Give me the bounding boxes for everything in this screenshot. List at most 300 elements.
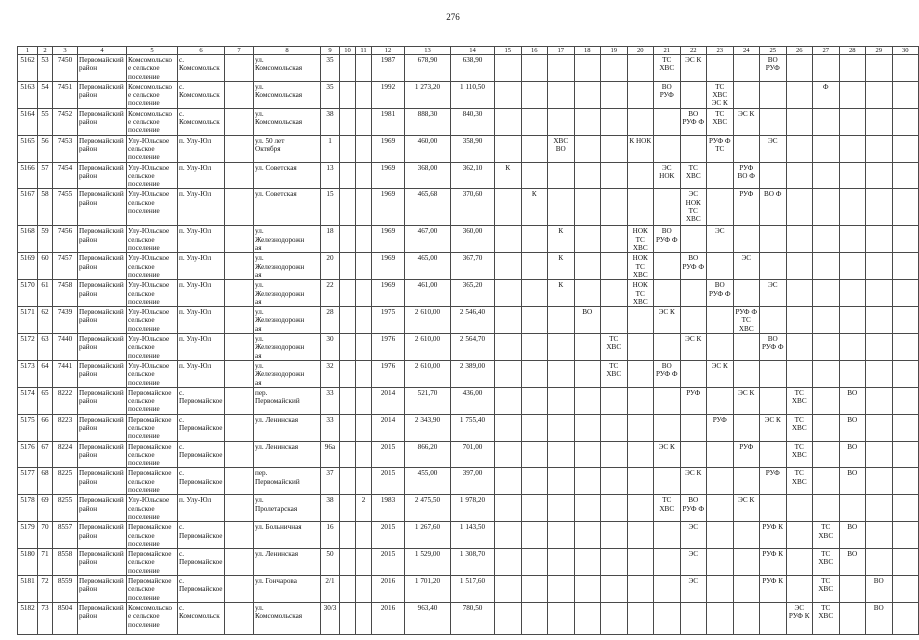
cell-col-14: 358,90 (451, 135, 495, 162)
cell-col-15 (495, 135, 522, 162)
cell-col-8: пер. Первомайский (254, 387, 321, 414)
cell-col-22 (680, 441, 707, 468)
cell-col-11 (356, 55, 372, 82)
cell-col-12: 2015 (372, 522, 405, 549)
cell-col-20 (627, 468, 654, 495)
cell-col-24 (733, 360, 760, 387)
cell-col-20 (627, 55, 654, 82)
cell-col-3: 7441 (53, 360, 78, 387)
cell-col-21: ТС ХВС (654, 495, 681, 522)
table-body (18, 55, 919, 635)
cell-col-9: 30 (321, 334, 340, 361)
cell-col-5: Первомайское сельское поселение (127, 576, 178, 603)
cell-col-9: 33 (321, 414, 340, 441)
cell-col-3: 8557 (53, 522, 78, 549)
cell-col-16 (521, 468, 548, 495)
cell-col-2: 58 (38, 189, 53, 226)
cell-col-4: Первомайский район (78, 414, 127, 441)
cell-col-5: Улу-Юльское сельское поселение (127, 280, 178, 307)
cell-col-4: Первомайский район (78, 360, 127, 387)
cell-col-23 (707, 307, 734, 334)
cell-col-30 (892, 307, 919, 334)
cell-col-8: ул. Ленинская (254, 549, 321, 576)
cell-col-3: 8223 (53, 414, 78, 441)
cell-col-7 (225, 55, 254, 82)
cell-col-21 (654, 414, 681, 441)
cell-col-19 (601, 441, 628, 468)
cell-col-1: 5163 (18, 81, 38, 108)
cell-col-6: с. Первомайское (178, 441, 225, 468)
cell-col-10 (340, 307, 356, 334)
cell-col-12: 1975 (372, 307, 405, 334)
cell-col-18 (574, 108, 601, 135)
cell-col-26 (786, 55, 813, 82)
cell-col-14: 397,00 (451, 468, 495, 495)
cell-col-3: 7458 (53, 280, 78, 307)
cell-col-8: ул. Железнодорожная (254, 280, 321, 307)
cell-col-9: 22 (321, 280, 340, 307)
cell-col-23 (707, 522, 734, 549)
cell-col-23 (707, 441, 734, 468)
cell-col-8: ул. Комсомольская (254, 81, 321, 108)
cell-col-22: ЭС К (680, 468, 707, 495)
cell-col-14: 365,20 (451, 280, 495, 307)
cell-col-19 (601, 522, 628, 549)
cell-col-11 (356, 307, 372, 334)
cell-col-4: Первомайский район (78, 189, 127, 226)
cell-col-5: Улу-Юльское сельское поселение (127, 189, 178, 226)
cell-col-6: с. Первомайское (178, 549, 225, 576)
cell-col-25 (760, 360, 787, 387)
cell-col-22: ЭС (680, 522, 707, 549)
cell-col-21: ЭС К (654, 307, 681, 334)
cell-col-24 (733, 334, 760, 361)
cell-col-13: 521,70 (405, 387, 451, 414)
cell-col-10 (340, 55, 356, 82)
cell-col-20 (627, 495, 654, 522)
table-row (18, 334, 919, 361)
column-header-25: 25 (760, 47, 787, 55)
cell-col-22 (680, 81, 707, 108)
cell-col-26 (786, 522, 813, 549)
cell-col-21 (654, 576, 681, 603)
cell-col-18 (574, 522, 601, 549)
cell-col-9: 2/1 (321, 576, 340, 603)
cell-col-19: ТС ХВС (601, 334, 628, 361)
cell-col-10 (340, 441, 356, 468)
cell-col-19 (601, 602, 628, 634)
cell-col-7 (225, 387, 254, 414)
cell-col-19 (601, 253, 628, 280)
cell-col-21: ВО РУФ Ф (654, 360, 681, 387)
cell-col-4: Первомайский район (78, 468, 127, 495)
cell-col-13: 1 701,20 (405, 576, 451, 603)
cell-col-6: п. Улу-Юл (178, 162, 225, 189)
cell-col-11 (356, 162, 372, 189)
cell-col-23: РУФ (707, 414, 734, 441)
column-header-20: 20 (627, 47, 654, 55)
cell-col-2: 59 (38, 226, 53, 253)
column-header-7: 7 (225, 47, 254, 55)
cell-col-17 (548, 602, 575, 634)
cell-col-7 (225, 414, 254, 441)
cell-col-16 (521, 441, 548, 468)
column-header-13: 13 (405, 47, 451, 55)
cell-col-25: ЭС (760, 280, 787, 307)
cell-col-26 (786, 307, 813, 334)
cell-col-15: К (495, 162, 522, 189)
cell-col-17 (548, 522, 575, 549)
cell-col-26: ТС ХВС (786, 468, 813, 495)
cell-col-22: ВО РУФ Ф (680, 495, 707, 522)
cell-col-3: 7450 (53, 55, 78, 82)
cell-col-20 (627, 108, 654, 135)
cell-col-13: 2 475,50 (405, 495, 451, 522)
cell-col-17 (548, 189, 575, 226)
cell-col-3: 7451 (53, 81, 78, 108)
cell-col-14: 2 389,00 (451, 360, 495, 387)
cell-col-21 (654, 334, 681, 361)
cell-col-20 (627, 602, 654, 634)
cell-col-15 (495, 468, 522, 495)
cell-col-18: ВО (574, 307, 601, 334)
cell-col-12: 1992 (372, 81, 405, 108)
cell-col-14: 370,60 (451, 189, 495, 226)
cell-col-11 (356, 108, 372, 135)
cell-col-22: РУФ (680, 387, 707, 414)
cell-col-21: ВО РУФ Ф (654, 226, 681, 253)
table-row (18, 495, 919, 522)
cell-col-16 (521, 414, 548, 441)
cell-col-17 (548, 495, 575, 522)
cell-col-15 (495, 226, 522, 253)
cell-col-5: Первомайское сельское поселение (127, 468, 178, 495)
cell-col-22 (680, 307, 707, 334)
cell-col-6: п. Улу-Юл (178, 135, 225, 162)
table-row (18, 360, 919, 387)
cell-col-1: 5173 (18, 360, 38, 387)
cell-col-24 (733, 602, 760, 634)
cell-col-18 (574, 602, 601, 634)
cell-col-15 (495, 602, 522, 634)
cell-col-16 (521, 549, 548, 576)
cell-col-25 (760, 387, 787, 414)
cell-col-30 (892, 253, 919, 280)
cell-col-11 (356, 81, 372, 108)
cell-col-20: К НОК (627, 135, 654, 162)
cell-col-27 (813, 441, 840, 468)
cell-col-10 (340, 602, 356, 634)
cell-col-17: К (548, 280, 575, 307)
cell-col-4: Первомайский район (78, 135, 127, 162)
cell-col-29 (866, 280, 893, 307)
cell-col-20 (627, 162, 654, 189)
cell-col-11 (356, 387, 372, 414)
cell-col-17 (548, 307, 575, 334)
cell-col-12: 2015 (372, 549, 405, 576)
cell-col-25: ВО Ф (760, 189, 787, 226)
cell-col-9: 38 (321, 108, 340, 135)
cell-col-11 (356, 522, 372, 549)
cell-col-13: 2 610,00 (405, 307, 451, 334)
cell-col-20 (627, 549, 654, 576)
cell-col-17 (548, 360, 575, 387)
cell-col-26 (786, 576, 813, 603)
cell-col-15 (495, 280, 522, 307)
cell-col-16 (521, 81, 548, 108)
cell-col-8: ул. Железнодорожная (254, 253, 321, 280)
cell-col-3: 8255 (53, 495, 78, 522)
cell-col-24 (733, 576, 760, 603)
cell-col-27 (813, 414, 840, 441)
cell-col-20 (627, 307, 654, 334)
cell-col-8: ул. Ленинская (254, 414, 321, 441)
cell-col-16 (521, 334, 548, 361)
cell-col-29 (866, 189, 893, 226)
cell-col-19 (601, 135, 628, 162)
cell-col-18 (574, 162, 601, 189)
cell-col-9: 32 (321, 360, 340, 387)
cell-col-13: 2 610,00 (405, 360, 451, 387)
cell-col-18 (574, 253, 601, 280)
cell-col-8: ул. Советская (254, 189, 321, 226)
cell-col-4: Первомайский район (78, 307, 127, 334)
cell-col-25 (760, 602, 787, 634)
cell-col-19 (601, 226, 628, 253)
cell-col-11 (356, 253, 372, 280)
cell-col-8: ул. Советская (254, 162, 321, 189)
cell-col-13: 2 610,00 (405, 334, 451, 361)
cell-col-1: 5165 (18, 135, 38, 162)
cell-col-20: НОК ТС ХВС (627, 253, 654, 280)
cell-col-23 (707, 162, 734, 189)
cell-col-19 (601, 549, 628, 576)
cell-col-22 (680, 414, 707, 441)
cell-col-23 (707, 495, 734, 522)
cell-col-11 (356, 441, 372, 468)
cell-col-2: 69 (38, 495, 53, 522)
cell-col-5: Первомайское сельское поселение (127, 414, 178, 441)
cell-col-19 (601, 495, 628, 522)
cell-col-8: ул. Ленинская (254, 441, 321, 468)
cell-col-21 (654, 468, 681, 495)
cell-col-6: с. Первомайское (178, 576, 225, 603)
cell-col-1: 5182 (18, 602, 38, 634)
cell-col-21 (654, 602, 681, 634)
cell-col-1: 5178 (18, 495, 38, 522)
column-header-24: 24 (733, 47, 760, 55)
cell-col-27 (813, 55, 840, 82)
cell-col-2: 72 (38, 576, 53, 603)
cell-col-10 (340, 522, 356, 549)
cell-col-13: 866,20 (405, 441, 451, 468)
cell-col-3: 8222 (53, 387, 78, 414)
cell-col-20 (627, 441, 654, 468)
cell-col-20 (627, 334, 654, 361)
cell-col-12: 2015 (372, 441, 405, 468)
column-header-15: 15 (495, 47, 522, 55)
cell-col-23: ТС ХВС (707, 108, 734, 135)
cell-col-14: 1 517,60 (451, 576, 495, 603)
cell-col-8: ул. Железнодорожная (254, 226, 321, 253)
cell-col-28: ВО (839, 441, 866, 468)
cell-col-27 (813, 108, 840, 135)
cell-col-6: с. Комсомольск (178, 108, 225, 135)
cell-col-30 (892, 602, 919, 634)
cell-col-23 (707, 387, 734, 414)
cell-col-6: с. Первомайское (178, 414, 225, 441)
cell-col-24: ЭС К (733, 387, 760, 414)
cell-col-19 (601, 55, 628, 82)
cell-col-15 (495, 441, 522, 468)
cell-col-29 (866, 135, 893, 162)
cell-col-13: 888,30 (405, 108, 451, 135)
cell-col-3: 8559 (53, 576, 78, 603)
cell-col-29 (866, 81, 893, 108)
cell-col-12: 1969 (372, 189, 405, 226)
cell-col-2: 54 (38, 81, 53, 108)
table-row (18, 602, 919, 634)
cell-col-24 (733, 522, 760, 549)
column-header-10: 10 (340, 47, 356, 55)
column-header-17: 17 (548, 47, 575, 55)
cell-col-14: 1 978,20 (451, 495, 495, 522)
cell-col-28 (839, 189, 866, 226)
cell-col-6: п. Улу-Юл (178, 280, 225, 307)
cell-col-29 (866, 162, 893, 189)
cell-col-4: Первомайский район (78, 253, 127, 280)
cell-col-18 (574, 135, 601, 162)
cell-col-30 (892, 226, 919, 253)
cell-col-26 (786, 81, 813, 108)
cell-col-5: Улу-Юльское сельское поселение (127, 162, 178, 189)
cell-col-28: ВО (839, 522, 866, 549)
cell-col-30 (892, 108, 919, 135)
cell-col-13: 467,00 (405, 226, 451, 253)
table-row (18, 468, 919, 495)
cell-col-23: ТС ХВС ЭС К (707, 81, 734, 108)
cell-col-19 (601, 387, 628, 414)
cell-col-6: п. Улу-Юл (178, 360, 225, 387)
column-header-28: 28 (839, 47, 866, 55)
cell-col-2: 66 (38, 414, 53, 441)
cell-col-10 (340, 108, 356, 135)
column-header-12: 12 (372, 47, 405, 55)
cell-col-30 (892, 55, 919, 82)
table-row (18, 441, 919, 468)
cell-col-10 (340, 360, 356, 387)
cell-col-23 (707, 253, 734, 280)
cell-col-17 (548, 108, 575, 135)
cell-col-4: Первомайский район (78, 522, 127, 549)
cell-col-15 (495, 360, 522, 387)
cell-col-29 (866, 522, 893, 549)
cell-col-15 (495, 55, 522, 82)
cell-col-3: 7455 (53, 189, 78, 226)
cell-col-27: Ф (813, 81, 840, 108)
cell-col-17 (548, 81, 575, 108)
cell-col-16 (521, 602, 548, 634)
column-header-21: 21 (654, 47, 681, 55)
cell-col-20 (627, 81, 654, 108)
cell-col-18 (574, 549, 601, 576)
cell-col-26 (786, 135, 813, 162)
cell-col-17 (548, 334, 575, 361)
cell-col-20 (627, 414, 654, 441)
cell-col-1: 5179 (18, 522, 38, 549)
cell-col-3: 8225 (53, 468, 78, 495)
cell-col-24 (733, 280, 760, 307)
cell-col-24: РУФ (733, 441, 760, 468)
cell-col-27 (813, 135, 840, 162)
cell-col-9: 20 (321, 253, 340, 280)
cell-col-10 (340, 162, 356, 189)
cell-col-1: 5169 (18, 253, 38, 280)
cell-col-11 (356, 602, 372, 634)
cell-col-12: 1969 (372, 135, 405, 162)
column-header-8: 8 (254, 47, 321, 55)
cell-col-5: Первомайское сельское поселение (127, 441, 178, 468)
cell-col-18 (574, 360, 601, 387)
cell-col-19 (601, 414, 628, 441)
cell-col-4: Первомайский район (78, 280, 127, 307)
cell-col-19 (601, 108, 628, 135)
cell-col-30 (892, 334, 919, 361)
table-row (18, 522, 919, 549)
cell-col-15 (495, 576, 522, 603)
cell-col-22: ЭС (680, 549, 707, 576)
cell-col-20 (627, 189, 654, 226)
cell-col-10 (340, 253, 356, 280)
cell-col-5: Улу-Юльское сельское поселение (127, 135, 178, 162)
cell-col-4: Первомайский район (78, 387, 127, 414)
cell-col-26 (786, 280, 813, 307)
cell-col-11: 2 (356, 495, 372, 522)
cell-col-6: п. Улу-Юл (178, 334, 225, 361)
cell-col-1: 5177 (18, 468, 38, 495)
cell-col-28 (839, 81, 866, 108)
cell-col-28 (839, 226, 866, 253)
cell-col-29 (866, 226, 893, 253)
cell-col-12: 1987 (372, 55, 405, 82)
cell-col-19 (601, 576, 628, 603)
cell-col-26: ТС ХВС (786, 387, 813, 414)
cell-col-8: ул. 50 лет Октября (254, 135, 321, 162)
cell-col-4: Первомайский район (78, 602, 127, 634)
table-row (18, 189, 919, 226)
cell-col-9: 38 (321, 495, 340, 522)
page-number: 276 (446, 12, 460, 22)
cell-col-2: 53 (38, 55, 53, 82)
cell-col-27 (813, 280, 840, 307)
cell-col-15 (495, 253, 522, 280)
cell-col-18 (574, 81, 601, 108)
cell-col-28 (839, 162, 866, 189)
cell-col-9: 33 (321, 387, 340, 414)
cell-col-7 (225, 441, 254, 468)
cell-col-16 (521, 307, 548, 334)
cell-col-17 (548, 549, 575, 576)
cell-col-21 (654, 135, 681, 162)
cell-col-18 (574, 441, 601, 468)
cell-col-21 (654, 189, 681, 226)
cell-col-29 (866, 307, 893, 334)
cell-col-23: ВО РУФ Ф (707, 280, 734, 307)
cell-col-12: 1969 (372, 162, 405, 189)
cell-col-14: 436,00 (451, 387, 495, 414)
cell-col-2: 61 (38, 280, 53, 307)
cell-col-8: ул. Железнодорожная (254, 360, 321, 387)
